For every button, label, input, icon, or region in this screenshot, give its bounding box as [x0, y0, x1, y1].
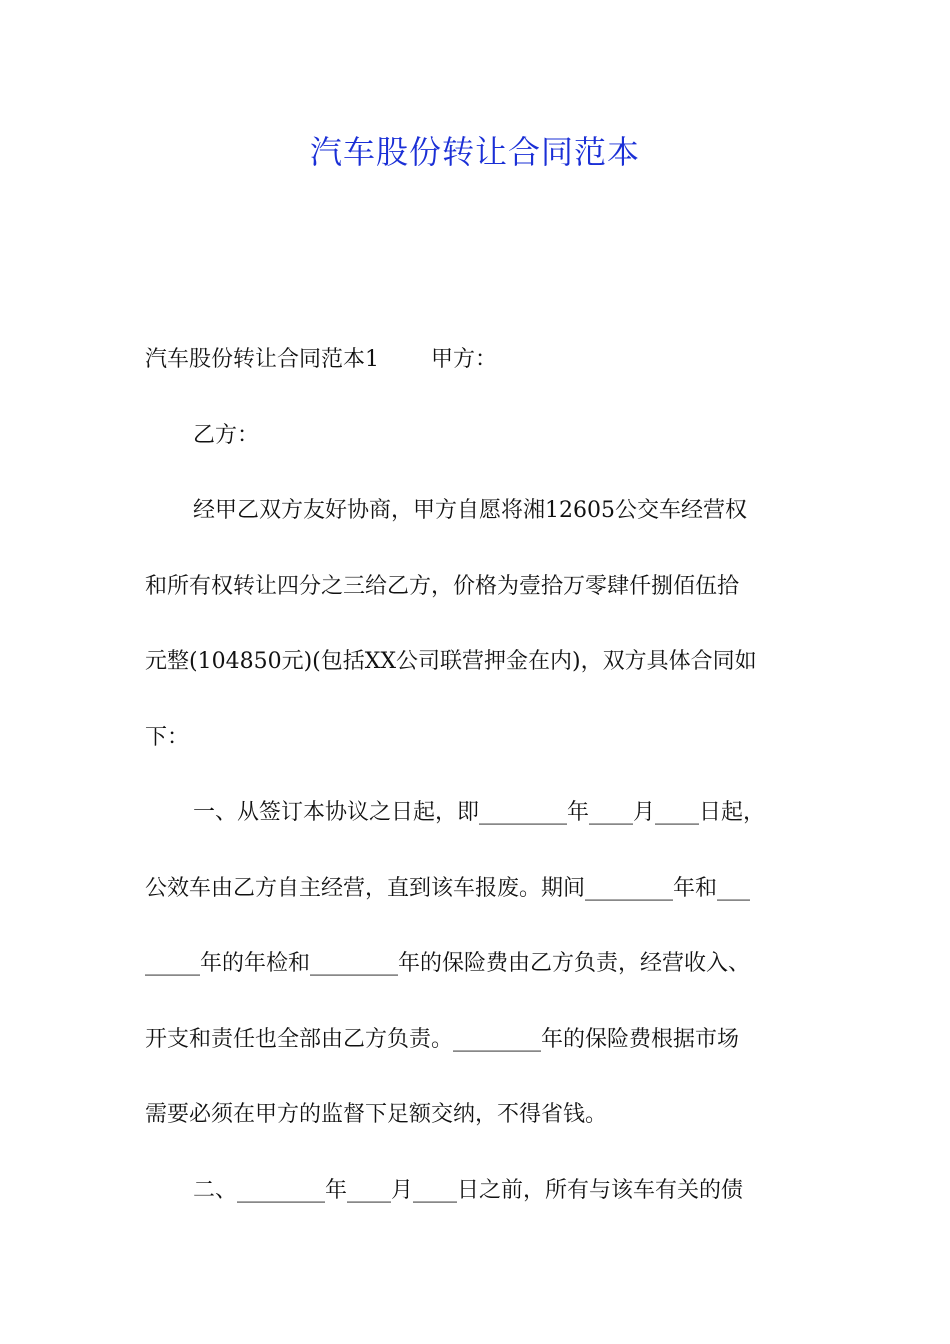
heading-line [145, 322, 835, 398]
paragraph-line: 和所有权转让四分之三给乙方，价格为壹拾万零肆仟捌佰伍拾 [145, 573, 740, 599]
paragraph-line: 下： [145, 724, 190, 750]
document-body [145, 322, 835, 1228]
paragraph-line: 元整(104850元)(包括XX公司联营押金在内)，双方具体合同如 [145, 649, 757, 674]
clause-one-line: 开支和责任也全部由乙方负责。________年的保险费根据市场 [145, 1026, 740, 1052]
clause-one-line: 公效车由乙方自主经营，直到该车报废。期间________年和___ [145, 875, 751, 901]
party-a-label: 甲方： [431, 347, 498, 372]
contract-subtitle: 汽车股份转让合同范本1 [145, 347, 379, 372]
clause-one-line: 需要必须在甲方的监督下足额交纳，不得省钱。 [145, 1102, 608, 1127]
clause-two-line: 二、________年____月____日之前，所有与该车有关的债 [193, 1177, 744, 1203]
clause-one-line: 一、从签订本协议之日起，即________年____月____日起， [193, 800, 766, 825]
document-title: 汽车股份转让合同范本 [309, 133, 640, 171]
clause-one-line: _____年的年检和________年的保险费由乙方负责，经营收入、 [145, 951, 751, 976]
party-b-label: 乙方： [193, 422, 260, 448]
paragraph-line: 经甲乙双方友好协商，甲方自愿将湘12605公交车经营权 [193, 498, 747, 523]
